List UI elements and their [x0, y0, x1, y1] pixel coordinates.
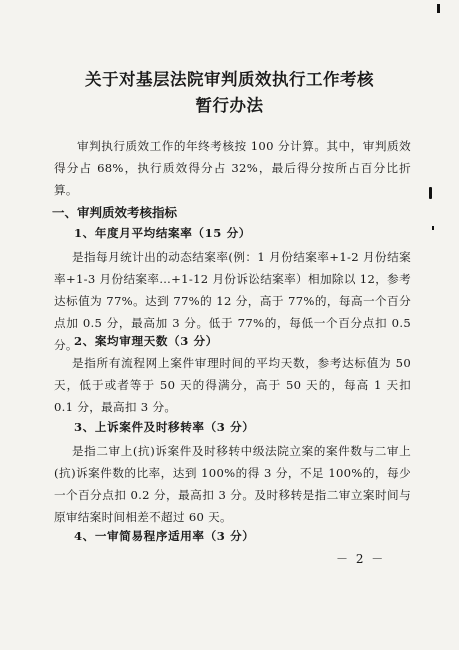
scan-mark — [429, 187, 432, 199]
document-title-line1: 关于对基层法院审判质效执行工作考核 — [85, 70, 374, 89]
page-number: － 2 － — [336, 552, 386, 566]
item-heading-3: 3、上诉案件及时移转率（3 分） — [74, 420, 255, 434]
section-heading: 一、审判质效考核指标 — [52, 205, 178, 220]
item-heading-2: 2、案均审理天数（3 分） — [74, 334, 218, 348]
scan-mark — [432, 226, 434, 230]
intro-paragraph: 审判执行质效工作的年终考核按 100 分计算。其中，审判质效得分占 68%，执行质效得分占 32%，最后得分按所占百分比折算。 — [54, 139, 411, 197]
item-paragraph-3: 是指二审上(抗)诉案件及时移转中级法院立案的案件数与二审上(抗)诉案件数的比率，达到 100%的得 3 分，不足 100%的，每少一个百分点扣 0.2 分，最高扣 3 分。及时移转是指二审立案时间与原审结案时间相差不超过 60 天。 — [54, 444, 411, 524]
item-heading-4: 4、一审简易程序适用率（3 分） — [74, 529, 255, 543]
item-paragraph-1: 是指每月统计出的动态结案率(例：1 月份结案率+1-2 月份结案率+1-3 月份结案率…+1-12 月份诉讼结案率）相加除以 12，参考达标值为 77%。达到 77%的 12 分，高于 77%的，每高一个百分点加 0.5 分，最高加 3 分。低于 77%的，每低一个百分点扣 0.5 分。 — [54, 250, 411, 352]
scan-mark — [437, 4, 440, 13]
document-title-line2: 暂行办法 — [195, 96, 264, 115]
item-paragraph-2: 是指所有流程网上案件审理时间的平均天数，参考达标值为 50 天，低于或者等于 50 天的得满分，高于 50 天的，每高 1 天扣 0.1 分，最高扣 3 分。 — [54, 356, 411, 414]
item-heading-1: 1、年度月平均结案率（15 分） — [74, 226, 251, 240]
